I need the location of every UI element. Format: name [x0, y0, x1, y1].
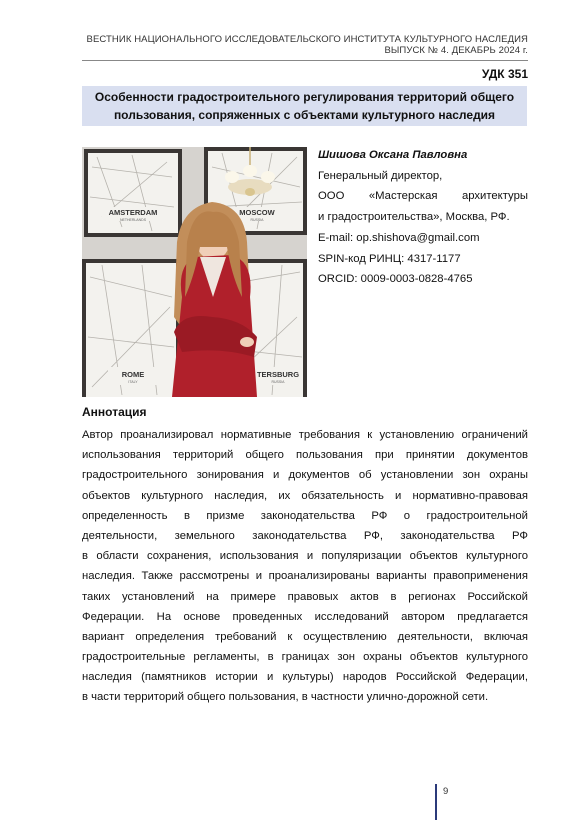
abstract-line: в области сохранения, использования и популяризации объектов культурного [82, 550, 528, 563]
author-position: Генеральный директор, [318, 169, 443, 182]
author-email: E-mail: op.shishova@gmail.com [318, 231, 480, 244]
journal-title: ВЕСТНИК НАЦИОНАЛЬНОГО ИССЛЕДОВАТЕЛЬСКОГО ИНСТИТУТА КУЛЬТУРНОГО НАСЛЕДИЯ [86, 34, 528, 45]
abstract-line: Федерации. На основе проведенных исследований автором предлагается [82, 610, 528, 623]
page-number-bar [435, 784, 437, 820]
journal-issue: ВЫПУСК № 4. ДЕКАБРЬ 2024 г. [384, 45, 528, 56]
map-label-netherlands: NETHERLANDS [119, 218, 147, 222]
page-number: 9 [443, 786, 449, 797]
abstract-line: градостроительные регламенты, в границах зон охраны объектов культурного [82, 651, 528, 664]
abstract-line: наследия (памятников истории и культуры) народов Российской Федерации, [82, 671, 528, 684]
journal-header [87, 34, 528, 56]
udk-code: УДК 351 [481, 67, 528, 81]
author-spin: SPIN-код РИНЦ: 4317-1177 [318, 252, 461, 265]
abstract-line: деятельности, земельного законодательства РФ, законодательства РФ [82, 529, 528, 542]
map-label-russia-2: RUSSIA [271, 380, 285, 384]
map-label-amsterdam: AMSTERDAM [108, 208, 158, 217]
map-label-rome: ROME [121, 370, 145, 379]
map-label-russia-1: RUSSIA [250, 218, 264, 222]
header-divider [82, 60, 528, 61]
abstract-line: использования территорий общего пользования при принятии документов [82, 449, 528, 462]
map-label-italy: ITALY [128, 380, 138, 384]
abstract-line: наследия. Также рассмотрены и проанализированы варианты правоприменения [82, 570, 528, 583]
article-title [82, 86, 527, 126]
abstract-line: определенность в призме законодательства РФ о градостроительной [82, 509, 528, 522]
author-orcid: ORCID: 0009-0003-0828-4765 [318, 273, 473, 286]
abstract-line: Автор проанализировал нормативные требования к установлению ограничений [82, 429, 528, 441]
article-title-line-1: Особенности градостроительного регулирования территорий общего [94, 90, 515, 104]
abstract-line: вариант определения требований к осуществлению деятельности, включая [82, 630, 528, 643]
abstract-line: объектов культурного наследия, их обязательность и нормативно-правовая [82, 489, 528, 502]
map-label-moscow: MOSCOW [239, 208, 275, 217]
author-organization-line-2: и градостроительства», Москва, РФ. [318, 211, 510, 224]
map-label-petersburg: TERSBURG [256, 370, 300, 379]
author-photo [82, 147, 307, 397]
author-organization-line-1 [318, 186, 528, 207]
abstract-body [82, 425, 528, 708]
abstract-line: таких установлений на примере правовых актов в регионах Российской [82, 590, 528, 603]
author-name: Шишова Оксана Павловна [318, 149, 468, 161]
abstract-line: градостроительного зонирования и документов об установлении зон охраны [82, 469, 528, 482]
author-info [318, 145, 528, 290]
org-word-3: архитектуры [461, 190, 528, 203]
article-title-line-2: пользования, сопряженных с объектами культурного наследия [113, 108, 496, 122]
abstract-line: в части территорий общего пользования, в частности улично-дорожной сети. [82, 691, 489, 704]
org-word-1: ООО [318, 190, 345, 203]
org-word-2: «Мастерская [368, 190, 438, 203]
abstract-heading: Аннотация [82, 405, 147, 419]
